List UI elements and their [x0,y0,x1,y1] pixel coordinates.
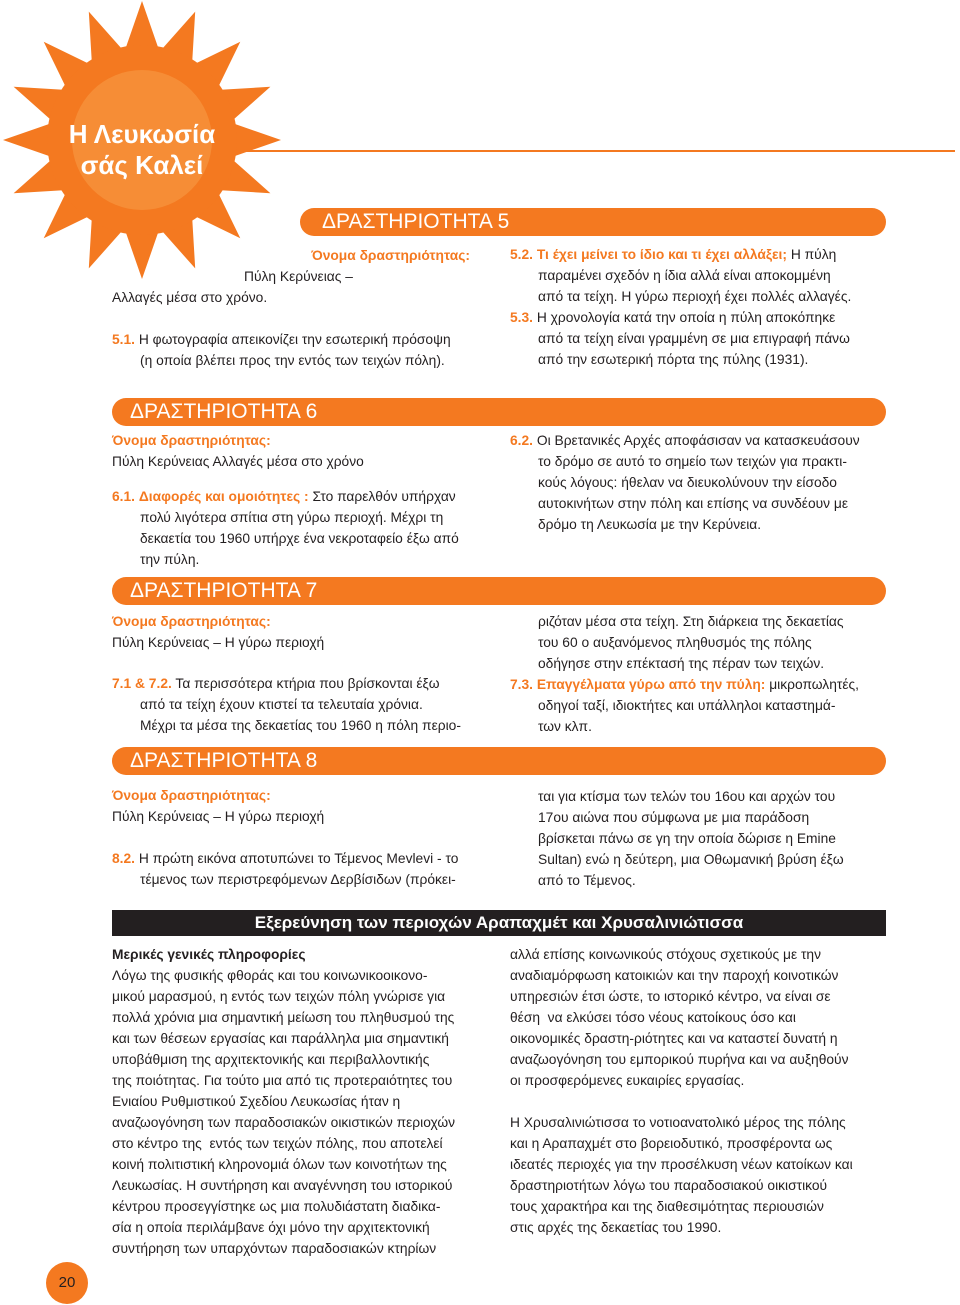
item-line: αυτοκινήτων στην πόλη και επίσης να συνδέουν με [538,496,849,511]
activity-5-header-bar [300,208,886,236]
paragraph-line: Ενιαίου Ρυθμιστικού Σχεδίου Λευκωσίας ήταν η [112,1094,401,1109]
explore-heading: Μερικές γενικές πληροφορίες [112,947,306,962]
activity-6-name-label: Όνομα δραστηριότητας: [112,433,271,448]
item-text: Η πρώτη εικόνα αποτυπώνει το Τέμενος Mevlevi - το [138,851,459,866]
item-line: οδηγοί ταξί, ιδιοκτήτες και υπάλληλοι καταστημά- [538,698,836,713]
item-number: 5.2. [510,247,534,262]
item-7-1 [112,673,461,736]
explore-right-paragraph-2 [510,1112,853,1238]
paragraph-line: ιδεατές περιοχές για την προσέλκυση νέων κατοίκων και [510,1157,853,1172]
activity-5-header: ΔΡΑΣΤΗΡΙΟΤΗΤΑ 5 [322,210,510,233]
paragraph-line: αναδιαμόρφωση κατοικιών και την παροχή κοινοτικών [510,968,839,983]
paragraph-line: και των θέσεων εργασίας και παράλληλα μια σημαντική [112,1031,449,1046]
paragraph-line: και η Αραπαχμέτ στο βορειοδυτικό, προσφέροντα ως [510,1136,833,1151]
activity-5-name-label: Όνομα δραστηριότητας: [311,248,470,263]
item-line [510,307,851,328]
item-line: ριζόταν μέσα στα τείχη. Στη διάρκεια της δεκαετίας [538,614,844,629]
activity-8-name [112,785,324,827]
paragraph-line: οικονομικές δραστη-ριότητες και να καταστεί δυνατή η [510,1031,838,1046]
item-text: Στο παρελθόν υπήρχαν [312,489,456,504]
items-5-2-5-3 [510,244,851,370]
item-line: τέμενος των περιστρεφόμενων Δερβίσιδων (πρόκει- [140,872,456,887]
item-text: μικροπωλητές, [769,677,859,692]
paragraph-line: θέση να ελκύσει τόσο νέους κατοίκους όσο και [510,1010,796,1025]
banner-title-line2: σάς Καλεί [80,150,204,180]
explore-section-title: Εξερεύνηση των περιοχών Αραπαχμέτ και Χρυσαλινιώτισσα [112,910,886,936]
item-line: του 60 ο αυξανόμενος πληθυσμός της πόλης [538,635,812,650]
item-8-2-continued [510,786,844,891]
item-line: το δρόμο σε αυτό το σημείο των τειχών για πρακτι- [538,454,847,469]
item-5-1 [112,329,451,371]
item-line: Sultan) ενώ η δεύτερη, μια Οθωμανική βρύση έξω [538,852,844,867]
item-question: Επαγγέλματα γύρω από την πύλη: [536,677,766,692]
banner-title-line1: Η Λευκωσία [68,119,216,149]
item-6-2 [510,430,860,535]
activity-8-header: ΔΡΑΣΤΗΡΙΟΤΗΤΑ 8 [130,749,318,772]
paragraph-line: Η Χρυσαλινιώτισσα το νοτιοανατολικό μέρος της πόλης [510,1115,846,1130]
item-text: Η πύλη [790,247,837,262]
item-line [112,329,451,350]
item-line: πολύ λιγότερα σπίτια στη γύρω περιοχή. Μέχρι τη [140,510,444,525]
activity-6-name-value: Πύλη Κερύνειας Αλλαγές μέσα στο χρόνο [112,454,364,469]
item-7-1-continued-7-3 [510,611,859,737]
paragraph-line: οι προσφερόμενες ευκαιρίες εργασίας. [510,1073,745,1088]
paragraph-line: της ποιότητας. Για τούτο μια από τις προτεραιότητες του [112,1073,453,1088]
item-number: 5.1. [112,332,136,347]
banner-title [42,119,242,181]
item-line: την πύλη. [140,552,200,567]
activity-7-header-bar [112,577,886,605]
item-line [112,486,459,507]
activity-8-name-value: Πύλη Κερύνειας – Η γύρω περιοχή [112,809,325,824]
item-line: των κλπ. [538,719,592,734]
item-question: Τι έχει μείνει το ίδιο και τι έχει αλλάξει; [536,247,787,262]
item-line: από τα τείχη είναι γραμμένη σε μια επιγραφή πάνω [538,331,850,346]
paragraph-line: στις αρχές της δεκαετίας του 1990. [510,1220,722,1235]
item-line: (η οποία βλέπει προς την εντός των τειχών πόλη). [140,353,445,368]
item-number: 6.2. [510,433,534,448]
activity-5-name-line: Αλλαγές μέσα στο χρόνο. [112,290,268,305]
activity-8-header-bar [112,747,886,775]
activity-7-name [112,611,324,653]
item-line [112,848,458,869]
item-line: δεκαετία του 1960 υπήρχε ένα νεκροταφείο έξω από [140,531,459,546]
activity-6-header: ΔΡΑΣΤΗΡΙΟΤΗΤΑ 6 [130,400,318,423]
item-number: 8.2. [112,851,136,866]
paragraph-line: στο κέντρο της εντός των τειχών πόλης, που αποτελεί [112,1136,443,1151]
paragraph-line: Λευκωσίας. Η συντήρηση και αναγέννηση του ιστορικού [112,1178,453,1193]
item-line: από τα τείχη. Η γύρω περιοχή έχει πολλές αλλαγές. [538,289,852,304]
paragraph-line: Λόγω της φυσικής φθοράς και του κοινωνικοοικονο- [112,968,428,983]
explore-right-paragraph-1 [510,944,849,1091]
paragraph-line: δραστηριοτήτων λόγω του παραδοσιακού οικιστικού [510,1178,828,1193]
item-line [112,673,461,694]
item-line [510,430,860,451]
paragraph-line: αλλά επίσης κοινωνικούς στόχους σχετικούς με την [510,947,821,962]
item-line: βρίσκεται πάνω σε γη την οποία δώρισε η Emine [538,831,836,846]
item-line: δρόμο τη Λευκωσία με την Κερύνεια. [538,517,762,532]
activity-7-name-value: Πύλη Κερύνειας – Η γύρω περιοχή [112,635,325,650]
page-number: 20 [46,1262,88,1304]
paragraph-line: κοινή πολιτιστική κληρονομιά όλων των κοινοτήτων της [112,1157,447,1172]
activity-7-header: ΔΡΑΣΤΗΡΙΟΤΗΤΑ 7 [130,579,318,602]
item-line [510,244,851,265]
activity-7-name-label: Όνομα δραστηριότητας: [112,614,271,629]
item-line: παραμένει σχεδόν η ίδια αλλά είναι αποκομμένη [538,268,831,283]
activity-6-header-bar [112,398,886,426]
item-number: 7.3. [510,677,534,692]
item-number: 7.1 & 7.2. [112,676,172,691]
item-question: Διαφορές και ομοιότητες : [138,489,309,504]
item-text: Οι Βρετανικές Αρχές αποφάσισαν να κατασκευάσουν [536,433,860,448]
item-line: Μέχρι τα μέσα της δεκαετίας του 1960 η πόλη περιο- [140,718,461,733]
paragraph-line: αναζωογόνηση των παραδοσιακών οικιστικών περιοχών [112,1115,456,1130]
item-text: Τα περισσότερα κτήρια που βρίσκονται έξω [175,676,440,691]
item-number: 5.3. [510,310,534,325]
item-line: από την εσωτερική πόρτα της πύλης (1931). [538,352,809,367]
paragraph-line: υποβάθμιση της αρχιτεκτονικής και περιβαλλοντικής [112,1052,430,1067]
item-line: κούς λόγους: ήθελαν να διευκολύνουν την είσοδο [538,475,837,490]
activity-5-name-line: Πύλη Κερύνειας – [244,269,353,284]
item-text: Η χρονολογία κατά την οποία η πύλη αποκόπηκε [536,310,836,325]
item-line: οδήγησε στην επέκτασή της πέραν των τειχών. [538,656,825,671]
item-6-1 [112,486,459,570]
activity-8-name-label: Όνομα δραστηριότητας: [112,788,271,803]
item-text: Η φωτογραφία απεικονίζει την εσωτερική πρόσοψη [138,332,451,347]
activity-6-name [112,430,364,472]
header-rule [230,150,955,152]
item-number: 6.1. [112,489,136,504]
item-line: 17ου αιώνα που σύμφωνα με μια παράδοση [538,810,810,825]
item-line [510,674,859,695]
paragraph-line: μικού μαρασμού, η εντός των τειχών πόλη γνώρισε για [112,989,446,1004]
item-8-2 [112,848,458,890]
paragraph-line: κέντρου προσεγγίστηκε ως μια πολυδιάστατη διαδικα- [112,1199,441,1214]
paragraph-line: σία η οποία περιλάμβανε όχι μόνο την αρχιτεκτονική [112,1220,430,1235]
item-line: ται για κτίσμα των τελών του 16ου και αρχών του [538,789,836,804]
item-line: από τα τείχη έχουν κτιστεί τα τελευταία χρόνια. [140,697,423,712]
paragraph-line: πολλά χρόνια μια σημαντική μείωση του πληθυσμού της [112,1010,455,1025]
paragraph-line: υπηρεσιών έτσι ώστε, το ιστορικό κέντρο, να είναι σε [510,989,831,1004]
paragraph-line: αναζωογόνηση του εμπορικού πυρήνα και να αυξηθούν [510,1052,849,1067]
item-line: από το Τέμενος. [538,873,636,888]
explore-left-column [112,944,455,1259]
paragraph-line: τους χαρακτήρα και της διαθεσιμότητας περιουσιών [510,1199,824,1214]
paragraph-line: συντήρηση των υπαρχόντων παραδοσιακών κτηρίων [112,1241,437,1256]
